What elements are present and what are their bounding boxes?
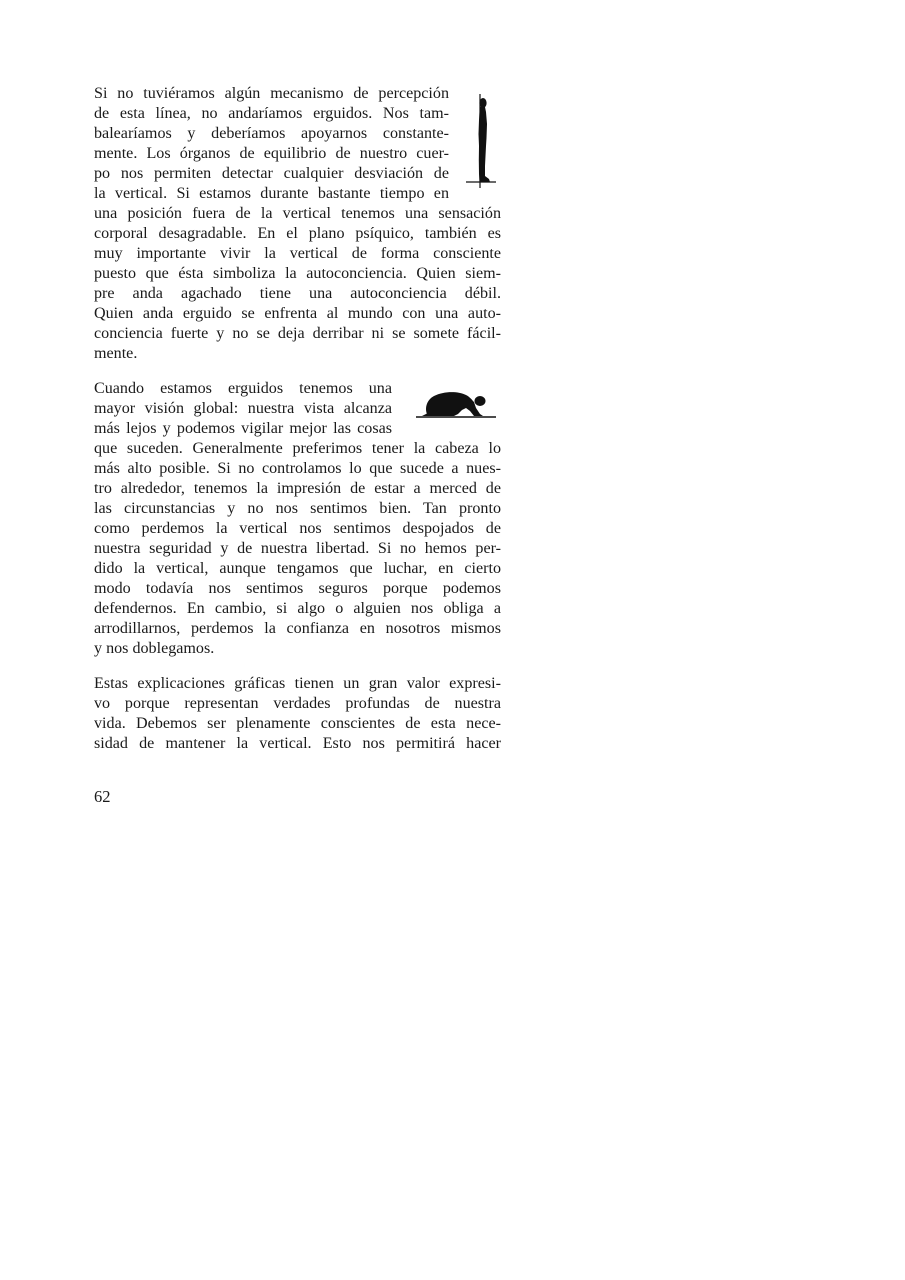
text-line: tro alrededor, tenemos la impresión de estar a merced de bbox=[94, 480, 501, 497]
text-line: vida. Debemos ser plenamente conscientes de esta nece- bbox=[94, 715, 501, 732]
text-line: Cuando estamos erguidos tenemos una bbox=[94, 380, 392, 397]
paragraph-spacer bbox=[94, 659, 501, 674]
text-line: mente. Los órganos de equilibrio de nuestro cuer- bbox=[94, 145, 449, 162]
text-line: la vertical. Si estamos durante bastante tiempo en bbox=[94, 185, 449, 202]
paragraph-spacer bbox=[94, 364, 501, 379]
text-line: dido la vertical, aunque tengamos que luchar, en cierto bbox=[94, 560, 501, 577]
text-line: más lejos y podemos vigilar mejor las cosas bbox=[94, 420, 392, 437]
text-line: muy importante vivir la vertical de forma consciente bbox=[94, 245, 501, 262]
text-line: po nos permiten detectar cualquier desviación de bbox=[94, 165, 449, 182]
text-line: más alto posible. Si no controlamos lo que sucede a nues- bbox=[94, 460, 501, 477]
text-line: balearíamos y deberíamos apoyarnos constante- bbox=[94, 125, 449, 142]
text-line: de esta línea, no andaríamos erguidos. Nos tam- bbox=[94, 105, 449, 122]
text-line: modo todavía nos sentimos seguros porque podemos bbox=[94, 580, 501, 597]
text-line: nuestra seguridad y de nuestra libertad. Si no hemos per- bbox=[94, 540, 501, 557]
text-line: que suceden. Generalmente preferimos tener la cabeza lo bbox=[94, 440, 501, 457]
paragraph-3 bbox=[94, 674, 501, 754]
text-line: Estas explicaciones gráficas tienen un gran valor expresi- bbox=[94, 675, 501, 692]
text-line: corporal desagradable. En el plano psíquico, también es bbox=[94, 225, 501, 242]
text-line: mente. bbox=[94, 345, 138, 362]
text-line: vo porque representan verdades profundas de nuestra bbox=[94, 695, 501, 712]
text-line: Quien anda erguido se enfrenta al mundo con una auto- bbox=[94, 305, 501, 322]
text-line: pre anda agachado tiene una autoconciencia débil. bbox=[94, 285, 501, 302]
text-line: conciencia fuerte y no se deja derribar ni se somete fácil- bbox=[94, 325, 501, 342]
text-line: arrodillarnos, perdemos la confianza en nosotros mismos bbox=[94, 620, 501, 637]
text-line: las circunstancias y no nos sentimos bien. Tan pronto bbox=[94, 500, 501, 517]
standing-person-silhouette-icon bbox=[462, 94, 502, 190]
paragraph-1 bbox=[94, 84, 501, 364]
kneeling-person-silhouette-icon bbox=[414, 386, 498, 422]
page-number: 62 bbox=[94, 787, 111, 806]
text-line: mayor visión global: nuestra vista alcanza bbox=[94, 400, 392, 417]
text-line: una posición fuera de la vertical tenemos una sensación bbox=[94, 205, 501, 222]
text-line: Si no tuviéramos algún mecanismo de percepción bbox=[94, 85, 449, 102]
text-line: y nos doblegamos. bbox=[94, 640, 215, 657]
text-line: puesto que ésta simboliza la autoconciencia. Quien siem- bbox=[94, 265, 501, 282]
text-line: defendernos. En cambio, si algo o alguien nos obliga a bbox=[94, 600, 501, 617]
text-line: sidad de mantener la vertical. Esto nos permitirá hacer bbox=[94, 735, 501, 752]
text-line: como perdemos la vertical nos sentimos despojados de bbox=[94, 520, 501, 537]
